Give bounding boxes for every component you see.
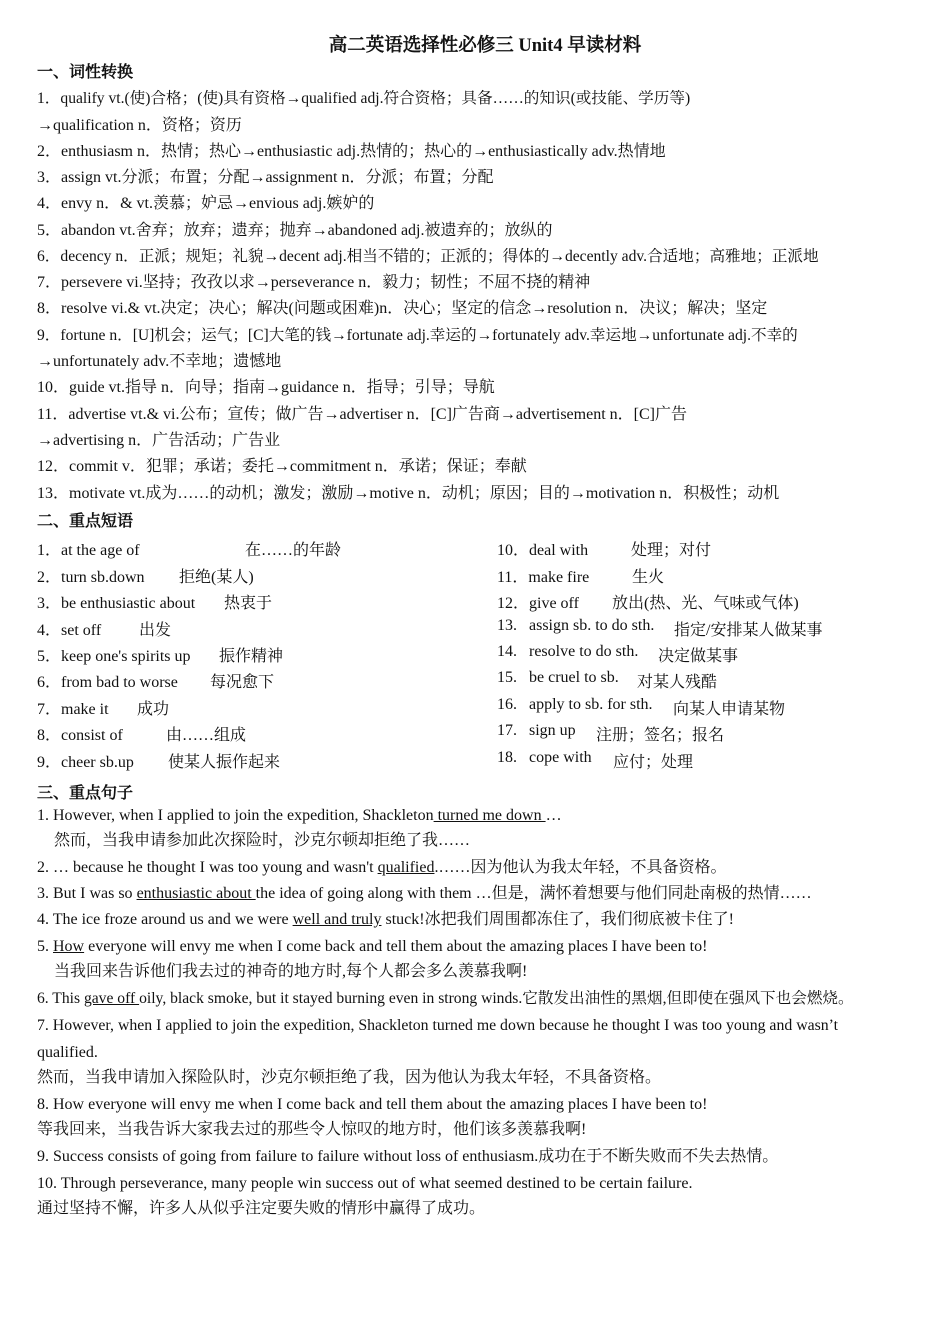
word-form-line: 1．qualify vt.(使)合格；(使)具有资格→qualified adj.符合资格；具备……的知识(或技能、学历等) (37, 90, 691, 107)
phrase-en: 12．give off (497, 595, 579, 612)
section-heading-key-sentences: 三、重点句子 (37, 785, 134, 802)
key-sentence-translation: 然而，当我申请参加此次探险时，沙克尔顿却拒绝了我…… (54, 832, 471, 849)
phrase-en: 8．consist of (37, 727, 123, 744)
word-form-line: 9．fortune n．[U]机会；运气；[C]大笔的钱→fortunate adj.幸运的→fortunately adv.幸运地→unfortunate adj.不幸的 (37, 327, 798, 344)
phrase-zh: 注册；签名；报名 (596, 727, 725, 744)
phrase-en: 17. sign up (497, 722, 576, 739)
phrase-en: 9．cheer sb.up (37, 754, 134, 771)
key-sentence-translation: 然而，当我申请加入探险队时，沙克尔顿拒绝了我，因为他认为我太年轻，不具备资格。 (37, 1069, 662, 1086)
phrase-zh: 由……组成 (166, 727, 247, 744)
word-form-line: 5．abandon vt.舍弃；放弃；遗弃；抛弃→abandoned adj.被遗弃的；放纵的 (37, 222, 553, 239)
phrase-en: 14. resolve to do sth. (497, 643, 639, 660)
key-sentence: 10. Through perseverance, many people win success out of what seemed destined to be certain failure. (37, 1175, 693, 1192)
word-form-line: 10．guide vt.指导 n．向导；指南→guidance n．指导；引导；导航 (37, 379, 495, 396)
key-sentence: 8. How everyone will envy me when I come back and tell them about the amazing places I have been to! (37, 1096, 708, 1113)
key-sentence: 7. However, when I applied to join the expedition, Shackleton turned me down because he thought I was too young and wasn’t (37, 1017, 839, 1034)
phrase-en: 13. assign sb. to do sth. (497, 617, 655, 634)
key-sentence: 2. … because he thought I was too young and wasn't qualified.……因为他认为我太年轻，不具备资格。 (37, 859, 727, 876)
word-form-line: 8．resolve vi.& vt.决定；决心；解决(问题或困难)n．决心；坚定的信念→resolution n．决议；解决；坚定 (37, 300, 768, 317)
phrase-zh: 生火 (632, 569, 665, 586)
phrase-zh: 使某人振作起来 (168, 754, 281, 771)
phrase-en: 6．from bad to worse (37, 674, 178, 691)
key-sentence: 5. How everyone will envy me when I come back and tell them about the amazing places I have been to! (37, 938, 708, 955)
word-form-line: 2．enthusiasm n．热情；热心→enthusiastic adj.热情的；热心的→enthusiastically adv.热情地 (37, 143, 666, 160)
phrase-zh: 向某人申请某物 (673, 701, 786, 718)
phrase-en: 11．make fire (497, 569, 590, 586)
phrase-zh: 在……的年龄 (245, 542, 342, 559)
word-form-line: →advertising n．广告活动；广告业 (37, 432, 281, 449)
page-title: 高二英语选择性必修三 Unit4 早读材料 (328, 36, 642, 56)
phrase-zh: 拒绝(某人) (179, 569, 254, 586)
word-form-line: 4．envy n．& vt.羡慕；妒忌→envious adj.嫉妒的 (37, 195, 375, 212)
word-form-line: 11．advertise vt.& vi.公布；宣传；做广告→advertiser n．[C]广告商→advertisement n．[C]广告 (37, 406, 687, 423)
key-sentence: 3. But I was so enthusiastic about the idea of going along with them …但是，满怀着想要与他们同赴南极的热情…… (37, 885, 812, 902)
phrase-en: 3．be enthusiastic about (37, 595, 196, 612)
phrase-en: 15. be cruel to sb. (497, 669, 619, 686)
key-sentence: 9. Success consists of going from failure to failure without loss of enthusiasm.成功在于不断失败而不失去热情。 (37, 1148, 779, 1165)
word-form-line: →qualification n．资格；资历 (37, 117, 242, 134)
section-heading-word-forms: 一、词性转换 (37, 64, 134, 81)
word-form-line: 12．commit v．犯罪；承诺；委托→commitment n．承诺；保证；奉献 (37, 458, 527, 475)
word-form-line: 13．motivate vt.成为……的动机；激发；激励→motive n．动机；原因；目的→motivation n．积极性；动机 (37, 485, 780, 502)
phrase-zh: 对某人残酷 (637, 674, 718, 691)
key-sentence: 1. However, when I applied to join the expedition, Shackleton turned me down … (37, 807, 562, 824)
key-sentence-translation: 当我回来告诉他们我去过的神奇的地方时,每个人都会多么羡慕我啊! (54, 963, 528, 980)
key-sentence-continued: qualified. (37, 1044, 98, 1061)
phrase-en: 5．keep one's spirits up (37, 648, 191, 665)
word-form-line: 7．persevere vi.坚持；孜孜以求→perseverance n．毅力；韧性；不屈不挠的精神 (37, 274, 591, 291)
phrase-zh: 应付；处理 (613, 754, 694, 771)
phrase-en: 16. apply to sb. for sth. (497, 696, 653, 713)
phrase-zh: 热衷于 (224, 595, 273, 612)
word-form-line: 3．assign vt.分派；布置；分配→assignment n．分派；布置；分配 (37, 169, 494, 186)
word-form-line: 6．decency n．正派；规矩；礼貌→decent adj.相当不错的；正派的；得体的→decently adv.合适地；高雅地；正派地 (37, 248, 819, 265)
phrase-en: 7．make it (37, 701, 109, 718)
phrase-zh: 处理；对付 (631, 542, 712, 559)
key-sentence-translation: 等我回来，当我告诉大家我去过的那些令人惊叹的地方时，他们该多羡慕我啊! (37, 1121, 587, 1138)
phrase-en: 1．at the age of (37, 542, 140, 559)
phrase-zh: 放出(热、光、气味或气体) (612, 595, 799, 612)
key-sentence: 4. The ice froze around us and we were well and truly stuck!冰把我们周围都冻住了，我们彻底被卡住了! (37, 911, 734, 928)
phrase-en: 10．deal with (497, 542, 589, 559)
word-form-line: →unfortunately adv.不幸地；遗憾地 (37, 353, 282, 370)
phrase-zh: 出发 (139, 622, 172, 639)
phrase-zh: 指定/安排某人做某事 (674, 622, 823, 639)
section-heading-key-phrases: 二、重点短语 (37, 513, 134, 530)
key-sentence-translation: 通过坚持不懈，许多人从似乎注定要失败的情形中赢得了成功。 (37, 1200, 486, 1217)
phrase-en: 4．set off (37, 622, 102, 639)
phrase-zh: 决定做某事 (658, 648, 739, 665)
key-sentence: 6. This gave off oily, black smoke, but it stayed burning even in strong winds.它散发出油性的黑烟,但即使在强风下也会燃烧。 (37, 990, 854, 1007)
phrase-zh: 振作精神 (219, 648, 284, 665)
phrase-en: 2．turn sb.down (37, 569, 145, 586)
phrase-en: 18. cope with (497, 749, 592, 766)
phrase-zh: 成功 (137, 701, 170, 718)
phrase-zh: 每况愈下 (210, 674, 275, 691)
